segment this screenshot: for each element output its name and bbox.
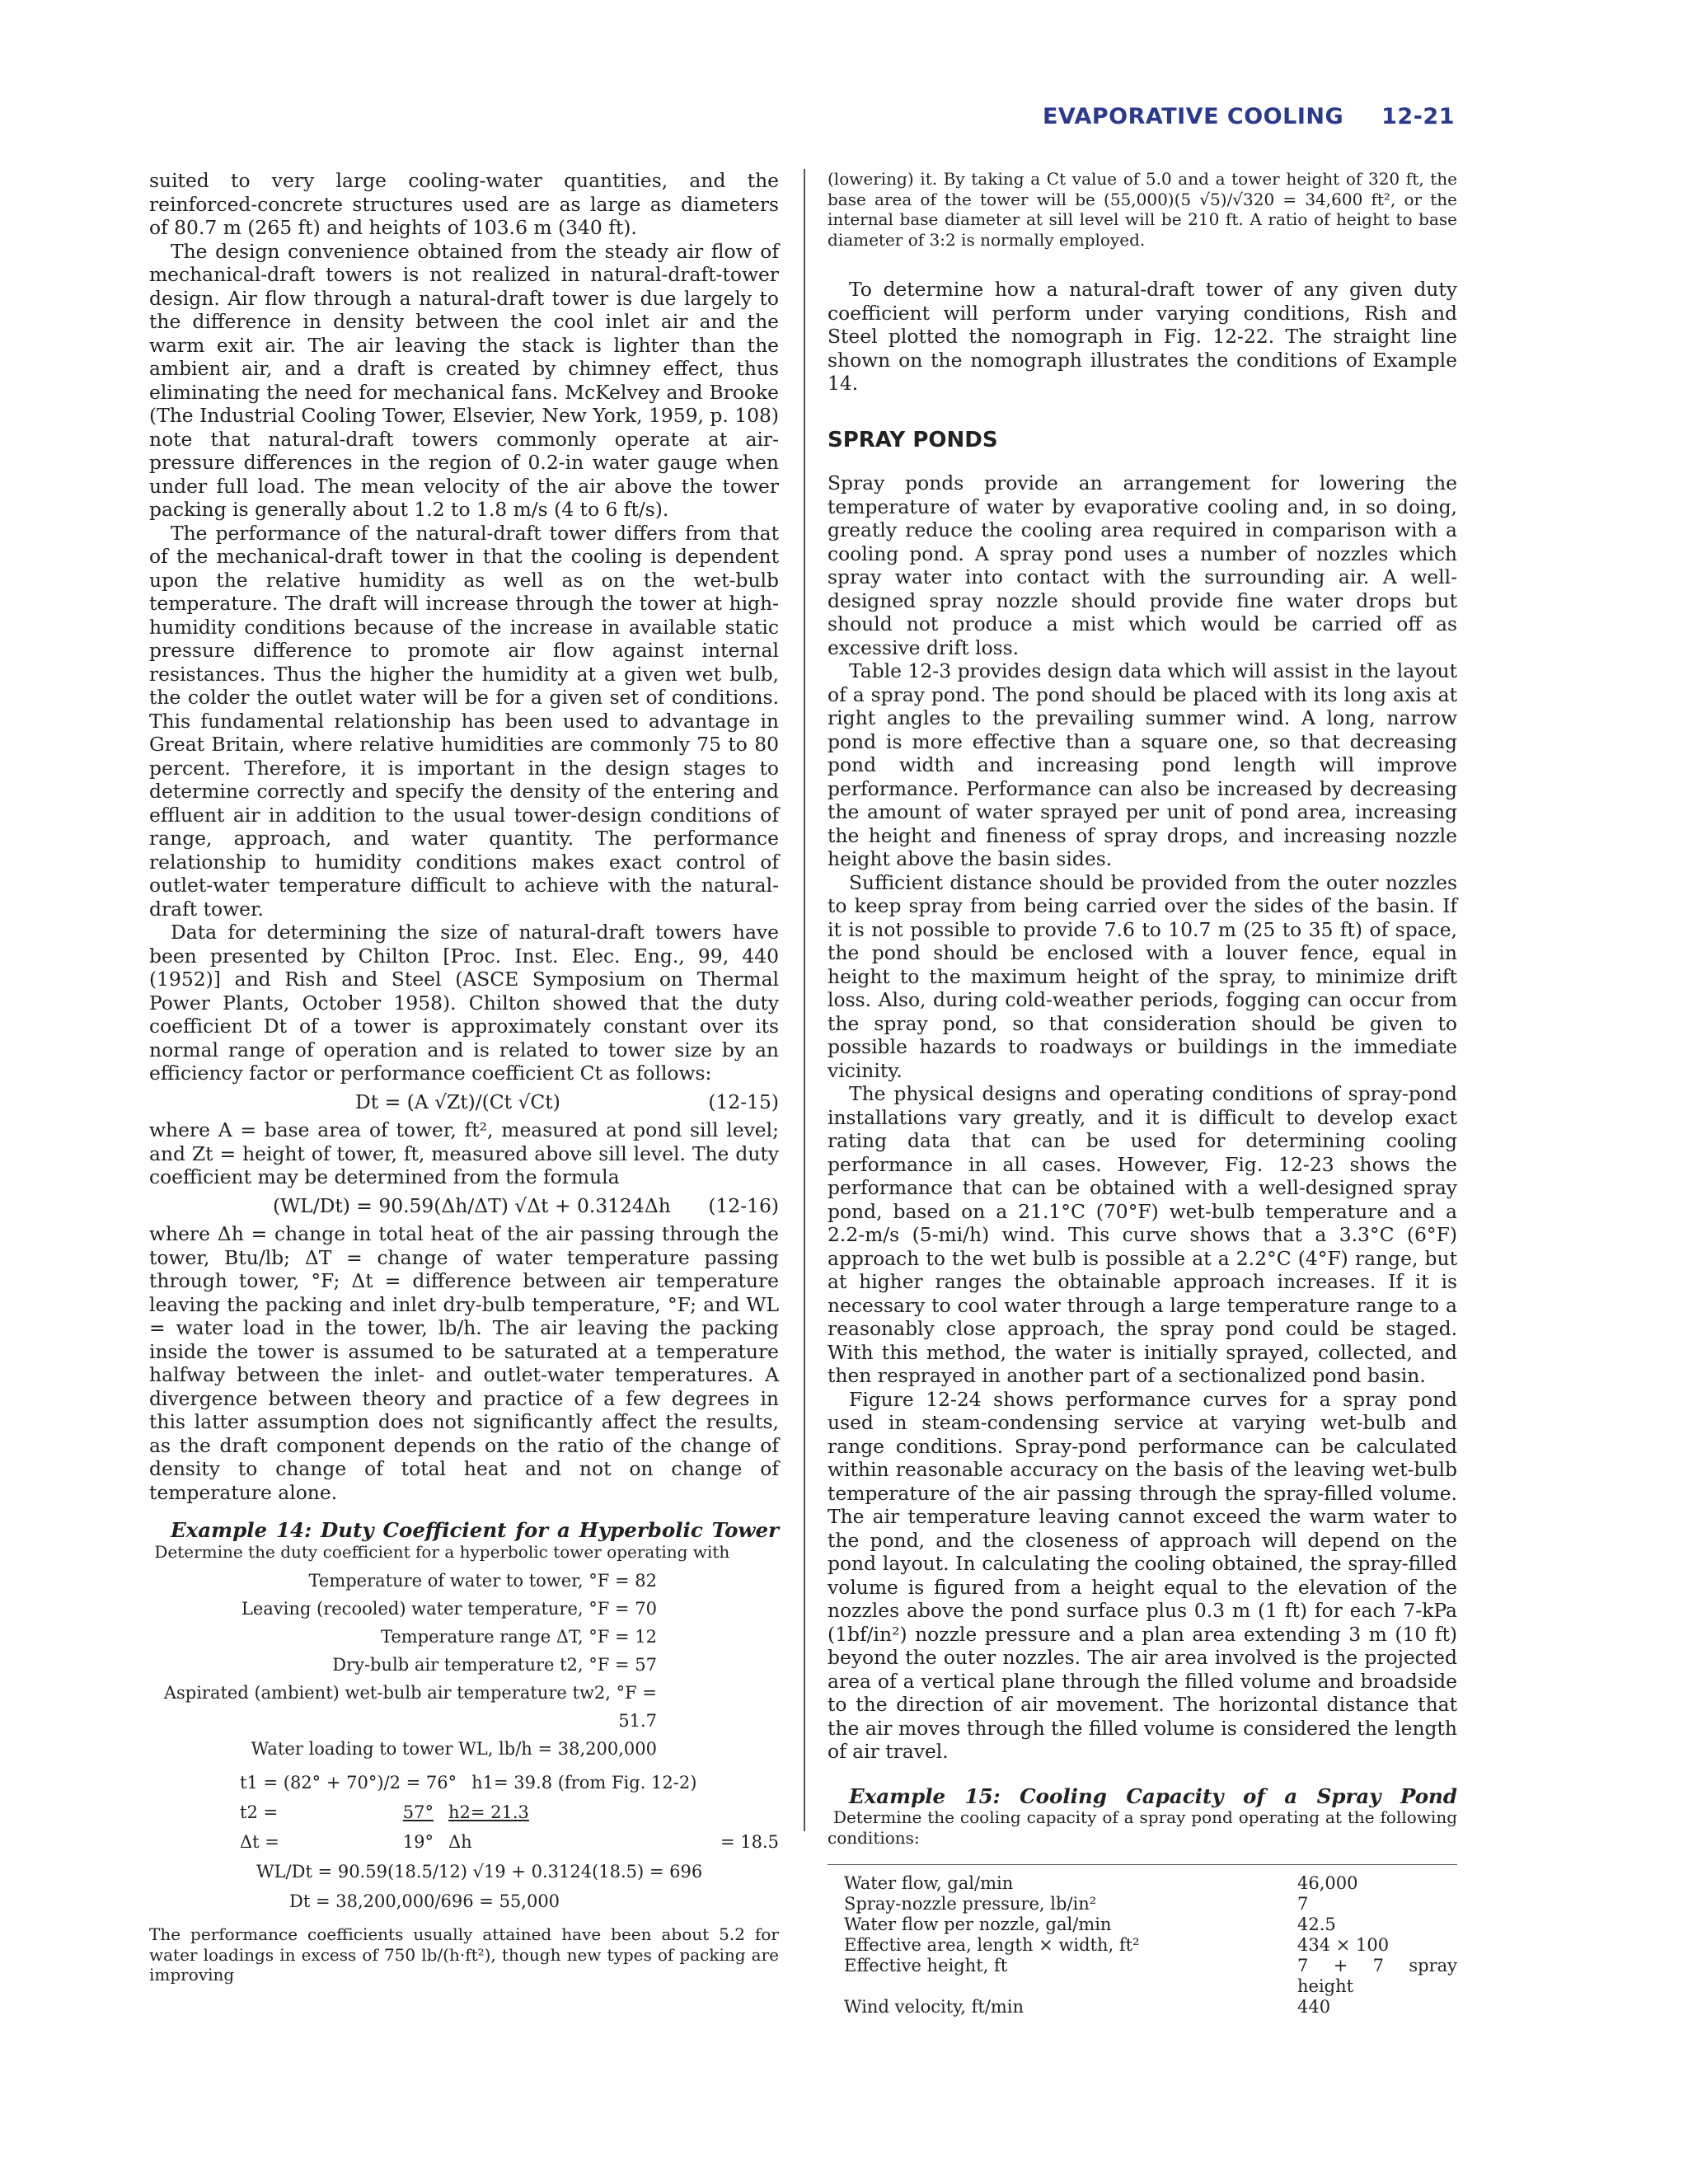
example-intro: Determine the duty coefficient for a hyperbolic tower operating with <box>154 1541 730 1562</box>
calc-cell: t1 = (82° + 70°)/2 = 76° <box>240 1773 457 1793</box>
example-title: Example 14: Duty Coefficient for a Hyperbolic Tower <box>171 1518 779 1542</box>
condition-line: Temperature of water to tower, °F = 82 <box>308 1571 657 1591</box>
calc-cell: t2 = <box>240 1802 279 1822</box>
calc-row <box>149 1797 779 1827</box>
table-cell-value: 7 <box>1297 1894 1309 1914</box>
header-section-title: EVAPORATIVE COOLING <box>1042 104 1344 129</box>
condition-line: Water loading to tower WL, lb/h = 38,200,000 <box>251 1739 657 1759</box>
paragraph: The performance of the natural-draft tower differs from that of the mechanical-draft tower in that the cooling is dependent upon the relative humidity as well as on the wet-bulb temperature. The draft will increase through the tower at high-humidity conditions because of the increase in available static pressure difference to promote air flow against internal resistances. Thus the higher the humidity at a given wet bulb, the colder the outlet water will be for a given set of conditions. This fundamental relationship has been used to advantage in Great Britain, where relative humidities are commonly 75 to 80 percent. Therefore, it is important in the design stages to determine correctly and specify the density of the entering and effluent air in addition to the usual tower-design conditions of range, approach, and water quantity. The performance relationship to humidity conditions makes exact control of outlet-water temperature difficult to achieve with the natural-draft tower. <box>149 521 779 921</box>
equation-body: (WL/Dt) = 90.59(Δh/ΔT) √Δt + 0.3124Δh <box>273 1193 671 1217</box>
calc-cell: h2= 21.3 <box>448 1802 529 1822</box>
calc-row <box>149 1857 779 1886</box>
equation-12-15 <box>149 1090 779 1114</box>
calc-cell: 57° <box>402 1802 434 1822</box>
calc-cell: h1= 39.8 (from Fig. 12-2) <box>471 1773 697 1793</box>
condition-line: Aspirated (ambient) wet-bulb air temperature tw2, °F = 51.7 <box>163 1683 657 1731</box>
table-cell-value: 434 × 100 <box>1297 1935 1390 1955</box>
table-cell-value: 440 <box>1297 1997 1331 2017</box>
left-column <box>149 169 779 1985</box>
paragraph: To determine how a natural-draft tower of any given duty coefficient will perform under varying conditions, Rish and Steel plotted the nomograph in Fig. 12-22. The straight line shown on the nomograph illustrates the conditions of Example 14. <box>828 278 1457 395</box>
equation-body: Dt = (A √Zt)/(Ct √Ct) <box>355 1090 560 1113</box>
column-divider <box>804 169 805 1831</box>
paragraph: where A = base area of tower, ft², measured at pond sill level; and Zt = height of tower, ft, measured above sill level. The duty coefficient may be determined from the formula <box>149 1118 779 1188</box>
calc-cell: = 18.5 <box>720 1832 779 1852</box>
condition-line: Temperature range ΔT, °F = 12 <box>380 1627 657 1647</box>
condition-line: Leaving (recooled) water temperature, °F = 70 <box>241 1599 657 1619</box>
paragraph: (lowering) it. By taking a Ct value of 5.0 and a tower height of 320 ft, the base area of the tower will be (55,000)(5 √5)/√320 = 34,600 ft², or the internal base diameter at sill level will be 210 ft. A ratio of height to base diameter of 3:2 is normally employed. <box>828 169 1457 250</box>
example-15-table <box>828 1864 1457 2018</box>
paragraph: where Δh = change in total heat of the air passing through the tower, Btu/lb; ΔT = change of water temperature passing through tower, °F; Δt = difference between air temperature leaving the packing and inlet dry-bulb temperature, °F; and WL = water load in the tower, lb/h. The air leaving the packing inside the tower is assumed to be saturated at a temperature halfway between the inlet- and outlet-water temperatures. A divergence between theory and practice of a few degrees in this latter assumption does not significantly affect the results, as the draft component depends on the ratio of the change of density to change of total heat and not on change of temperature alone. <box>149 1222 779 1504</box>
calc-row <box>149 1886 779 1916</box>
running-header <box>1043 104 1455 129</box>
condition-line: Dry-bulb air temperature t2, °F = 57 <box>332 1655 657 1675</box>
calc-cell: Δh <box>448 1832 472 1852</box>
right-column <box>828 169 1457 2018</box>
calc-cell: Dt = 38,200,000/696 = 55,000 <box>289 1891 560 1911</box>
calc-cell: Δt = <box>240 1832 279 1852</box>
calc-cell: WL/Dt = 90.59(18.5/12) √19 + 0.3124(18.5) = 696 <box>256 1862 703 1882</box>
paragraph: Spray ponds provide an arrangement for lowering the temperature of water by evaporative cooling and, in so doing, greatly reduce the cooling area required in comparison with a cooling pond. A spray pond uses a number of nozzles which spray water into contact with the surrounding air. A well-designed spray nozzle should provide fine water drops but should not produce a mist which would be carried off as excessive drift loss. <box>828 471 1457 659</box>
table-cell-value: 42.5 <box>1297 1915 1336 1934</box>
table-cell-label: Spray-nozzle pressure, lb/in² <box>844 1894 1097 1914</box>
example-intro: Determine the cooling capacity of a spray pond operating at the following conditions: <box>828 1807 1457 1848</box>
calc-row <box>149 1768 779 1797</box>
example-calculation <box>149 1768 779 1916</box>
table-cell-label: Wind velocity, ft/min <box>844 1997 1025 2017</box>
page-number: 12-21 <box>1381 104 1455 129</box>
equation-12-16 <box>149 1194 779 1218</box>
paragraph: The design convenience obtained from the steady air flow of mechanical-draft towers is not realized in natural-draft-tower design. Air flow through a natural-draft tower is due largely to the difference in density between the cool inlet air and the warm exit air. The air leaving the stack is lighter than the ambient air, and a draft is created by chimney effect, thus eliminating the need for mechanical fans. McKelvey and Brooke (The Industrial Cooling Tower, Elsevier, New York, 1959, p. 108) note that natural-draft towers commonly operate at air-pressure differences in the region of 0.2-in water gauge when under full load. The mean velocity of the air above the tower packing is generally about 1.2 to 1.8 m/s (4 to 6 ft/s). <box>149 239 779 521</box>
equation-number: (12-16) <box>708 1193 779 1217</box>
section-heading: SPRAY PONDS <box>828 427 998 452</box>
example-title: Example 15: Cooling Capacity of a Spray Pond <box>849 1783 1457 1808</box>
table-row <box>828 1956 1457 1997</box>
example-15 <box>828 1783 1457 1849</box>
table-cell-label: Water flow, gal/min <box>844 1873 1014 1893</box>
equation-number: (12-15) <box>708 1090 779 1113</box>
table-row <box>828 1915 1457 1935</box>
paragraph: suited to very large cooling-water quantities, and the reinforced-concrete structures used are as large as diameters of 80.7 m (265 ft) and heights of 103.6 m (340 ft). <box>149 169 779 239</box>
table-cell-value: 46,000 <box>1297 1873 1358 1893</box>
table-cell-label: Effective area, length × width, ft² <box>844 1935 1140 1955</box>
calc-cell: 19° <box>402 1832 434 1852</box>
paragraph: Table 12-3 provides design data which will assist in the layout of a spray pond. The pond should be placed with its long axis at right angles to the prevailing summer wind. A long, narrow pond is more effective than a square one, so that decreasing pond width and increasing pond length will improve performance. Performance can also be increased by decreasing the amount of water sprayed per unit of pond area, increasing the height and fineness of spray drops, and increasing nozzle height above the basin sides. <box>828 659 1457 870</box>
table-cell-value: 7 + 7 spray height <box>1297 1956 1457 1996</box>
paragraph: The physical designs and operating conditions of spray-pond installations vary greatly, and it is difficult to develop exact rating data that can be used for determining cooling performance in all cases. However, Fig. 12-23 shows the performance that can be obtained with a well-designed spray pond, based on a 21.1°C (70°F) wet-bulb temperature and a 2.2-m/s (5-mi/h) wind. This curve shows that a 3.3°C (6°F) approach to the wet bulb is possible at a 2.2°C (4°F) range, but at higher ranges the obtainable approach increases. If it is necessary to cool water through a large temperature range to a reasonably close approach, the spray pond could be staged. With this method, the water is initially sprayed, collected, and then resprayed in another part of a sectionalized pond basin. <box>828 1082 1457 1387</box>
table-cell-label: Effective height, ft <box>844 1956 1008 1975</box>
paragraph: Figure 12-24 shows performance curves for a spray pond used in steam-condensing service at varying wet-bulb and range conditions. Spray-pond performance can be calculated within reasonable accuracy on the basis of the leaving wet-bulb temperature of the air passing through the spray-filled volume. The air temperature leaving cannot exceed the warm water to the pond, and the closeness of approach will depend on the pond layout. In calculating the cooling obtained, the spray-filled volume is figured from a height equal to the elevation of the nozzles above the pond surface plus 0.3 m (1 ft) for each 7-kPa (1bf/in²) nozzle pressure and a plan area extending 3 m (10 ft) beyond the outer nozzles. The air area involved is the projected area of a vertical plane through the filled volume and broadside to the direction of air movement. The horizontal distance that the air moves through the filled volume is considered the length of air travel. <box>828 1387 1457 1763</box>
table-row <box>828 1873 1457 1894</box>
table-row <box>828 1997 1457 2018</box>
table-cell-label: Water flow per nozzle, gal/min <box>844 1915 1112 1934</box>
paragraph: Sufficient distance should be provided from the outer nozzles to keep spray from being carried over the sides of the basin. If it is not possible to provide 7.6 to 10.7 m (25 to 35 ft) of space, the pond should be enclosed with a louver fence, equal in height to the maximum height of the spray, to minimize drift loss. Also, during cold-weather periods, fogging can occur from the spray pond, so that consideration should be given to possible hazards to roadways or buildings in the immediate vicinity. <box>828 870 1457 1082</box>
paragraph: Data for determining the size of natural-draft towers have been presented by Chilton [Proc. Inst. Elec. Eng., 99, 440 (1952)] and Rish and Steel (ASCE Symposium on Thermal Power Plants, October 1958). Chilton showed that the duty coefficient Dt of a tower is approximately constant over its normal range of operation and is related to tower size by an efficiency factor or performance coefficient Ct as follows: <box>149 921 779 1085</box>
table-row <box>828 1894 1457 1915</box>
paragraph: The performance coefficients usually attained have been about 5.2 for water loadings in excess of 750 lb/(h·ft²), though new types of packing are improving <box>149 1924 779 1985</box>
calc-row <box>149 1827 779 1857</box>
example-conditions <box>149 1567 779 1763</box>
example-14 <box>149 1518 779 1985</box>
table-row <box>828 1935 1457 1956</box>
